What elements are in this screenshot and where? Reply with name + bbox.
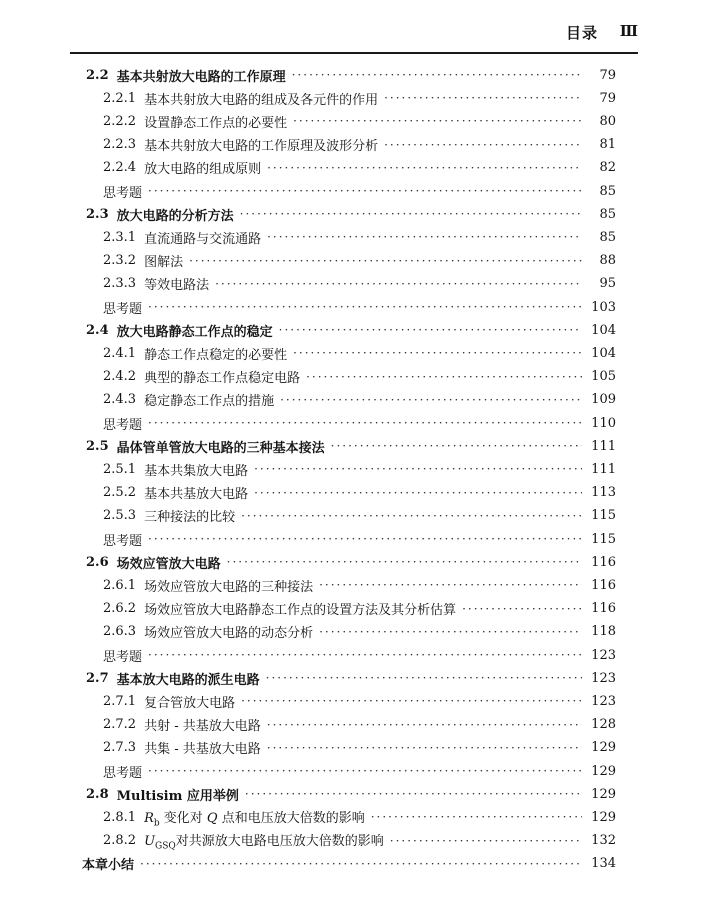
dot-leader bbox=[261, 230, 582, 244]
toc-page-number: 116 bbox=[591, 554, 616, 570]
toc-page-number: 132 bbox=[591, 833, 616, 849]
toc-entry-number: 2.5.2 bbox=[103, 485, 137, 501]
toc-entry-title: 思考题 bbox=[103, 417, 143, 433]
toc-subsection-entry[interactable] bbox=[0, 180, 704, 202]
toc-entry-title bbox=[144, 830, 384, 852]
title-fragment: 变化对 bbox=[159, 810, 207, 826]
toc-page-number: 85 bbox=[599, 206, 616, 222]
dot-leader bbox=[313, 578, 582, 592]
dot-leader bbox=[183, 254, 582, 268]
toc-entry-title: 思考题 bbox=[103, 533, 143, 549]
dot-leader bbox=[261, 161, 582, 175]
toc-entry-title: 基本共基放大电路 bbox=[144, 487, 249, 503]
dot-leader bbox=[261, 718, 582, 732]
toc-entry-title: 思考题 bbox=[103, 649, 143, 665]
dot-leader bbox=[365, 810, 582, 824]
toc-entry-number: 2.7 bbox=[86, 670, 109, 686]
dot-leader bbox=[221, 555, 582, 569]
toc-page-number: 104 bbox=[591, 345, 616, 361]
toc-entry-number: 2.3.1 bbox=[103, 229, 137, 245]
toc-page-number: 134 bbox=[591, 856, 616, 872]
toc-subsection-entry[interactable] bbox=[0, 737, 704, 759]
dot-leader bbox=[287, 346, 582, 360]
toc-entry-number: 2.8 bbox=[86, 786, 109, 802]
toc-subsection-entry[interactable] bbox=[0, 760, 704, 782]
toc-entry-number: 2.7.3 bbox=[103, 740, 137, 756]
title-fragment: R bbox=[144, 810, 154, 826]
toc-subsection-entry[interactable] bbox=[0, 389, 704, 411]
title-fragment: Q bbox=[206, 810, 218, 826]
toc-entry-number: 2.4 bbox=[86, 322, 109, 338]
dot-leader bbox=[325, 439, 582, 453]
toc-page-number: 129 bbox=[591, 740, 616, 756]
dot-leader bbox=[142, 648, 582, 662]
toc-subsection-entry[interactable] bbox=[0, 714, 704, 736]
toc-entry-number: 2.3.2 bbox=[103, 253, 137, 269]
toc-entry-title: 放大电路的分析方法 bbox=[116, 208, 234, 224]
toc-subsection-entry[interactable] bbox=[0, 458, 704, 480]
toc-page-number: 110 bbox=[591, 415, 616, 431]
dot-leader bbox=[378, 138, 582, 152]
toc-entry-title: 场效应管放大电路的三种接法 bbox=[144, 579, 314, 595]
dot-leader bbox=[378, 91, 582, 105]
toc-page-number: 85 bbox=[599, 183, 616, 199]
toc-page-number: 128 bbox=[591, 717, 616, 733]
toc-subsection-entry[interactable] bbox=[0, 644, 704, 666]
toc-subsection-entry[interactable] bbox=[0, 250, 704, 272]
toc-page-number: 123 bbox=[591, 670, 616, 686]
toc-entry-number: 2.6.3 bbox=[103, 624, 137, 640]
dot-leader bbox=[313, 625, 582, 639]
toc-page-number: 81 bbox=[599, 137, 616, 153]
dot-leader bbox=[134, 857, 582, 871]
toc-entry-title: 基本放大电路的派生电路 bbox=[116, 672, 260, 688]
toc-entry-number: 2.2.4 bbox=[103, 160, 137, 176]
toc-entry-title: 基本共射放大电路的工作原理 bbox=[116, 69, 286, 85]
toc-entry-number: 2.2.1 bbox=[103, 90, 137, 106]
toc-page-number: 79 bbox=[599, 90, 616, 106]
toc-entry-title: 复合管放大电路 bbox=[144, 695, 236, 711]
toc-entry-title: 共射 - 共基放大电路 bbox=[144, 719, 261, 735]
title-fragment: 对共源放大电路电压放大倍数的影响 bbox=[175, 833, 384, 849]
toc-entry-number: 2.5 bbox=[86, 438, 109, 454]
toc-section-entry[interactable] bbox=[0, 64, 704, 86]
toc-entry-title: 等效电路法 bbox=[144, 278, 210, 294]
toc-entry-number: 2.7.1 bbox=[103, 693, 137, 709]
dot-leader bbox=[209, 277, 582, 291]
subscript-text: b bbox=[153, 818, 160, 829]
toc-entry-number: 2.7.2 bbox=[103, 717, 137, 733]
toc-entry-number: 2.4.3 bbox=[103, 392, 137, 408]
dot-leader bbox=[142, 532, 582, 546]
toc-entry-title: 基本共集放大电路 bbox=[144, 463, 249, 479]
toc-page-number: 129 bbox=[591, 763, 616, 779]
toc-page-number: 123 bbox=[591, 693, 616, 709]
toc-entry-title bbox=[144, 807, 365, 829]
toc-entry-title: 直流通路与交流通路 bbox=[144, 231, 262, 247]
toc-subsection-entry[interactable] bbox=[0, 226, 704, 248]
header-page-number: Ⅲ bbox=[619, 22, 638, 40]
toc-entry-title: 稳定静态工作点的措施 bbox=[144, 394, 275, 410]
toc-page-number: 85 bbox=[599, 229, 616, 245]
toc-page-number: 105 bbox=[591, 369, 616, 385]
toc-entry-title: 基本共射放大电路的组成及各元件的作用 bbox=[144, 92, 379, 108]
toc-section-entry[interactable] bbox=[0, 203, 704, 225]
toc-page-number: 116 bbox=[591, 601, 616, 617]
toc-summary-entry[interactable] bbox=[0, 853, 704, 875]
toc-entry-number: 2.4.1 bbox=[103, 345, 137, 361]
toc-entry-number: 2.6 bbox=[86, 554, 109, 570]
toc-subsection-entry[interactable] bbox=[0, 342, 704, 364]
toc-page-number: 123 bbox=[591, 647, 616, 663]
toc-subsection-entry[interactable] bbox=[0, 482, 704, 504]
toc-subsection-entry[interactable] bbox=[0, 157, 704, 179]
toc-page-number: 95 bbox=[599, 276, 616, 292]
toc-page-number: 129 bbox=[591, 786, 616, 802]
toc-entry-number: 2.2 bbox=[86, 67, 109, 83]
toc-entry-title: 放大电路的组成原则 bbox=[144, 162, 262, 178]
toc-section-entry[interactable] bbox=[0, 667, 704, 689]
dot-leader bbox=[248, 486, 582, 500]
toc-subsection-entry[interactable] bbox=[0, 505, 704, 527]
toc-page-number: 79 bbox=[599, 67, 616, 83]
dot-leader bbox=[142, 184, 582, 198]
dot-leader bbox=[142, 416, 582, 430]
toc-page-number: 116 bbox=[591, 577, 616, 593]
toc-entry-title: Multisim 应用举例 bbox=[116, 788, 239, 804]
toc-subsection-entry[interactable] bbox=[0, 528, 704, 550]
dot-leader bbox=[234, 207, 582, 221]
toc-page-number: 113 bbox=[591, 485, 616, 501]
toc-entry-number: 2.2.2 bbox=[103, 113, 137, 129]
toc-entry-title: 共集 - 共基放大电路 bbox=[144, 742, 261, 758]
dot-leader bbox=[261, 741, 582, 755]
toc-page-number: 109 bbox=[591, 392, 616, 408]
toc-page-number: 129 bbox=[591, 809, 616, 825]
toc-section-entry[interactable] bbox=[0, 319, 704, 341]
toc-entry-title: 三种接法的比较 bbox=[144, 510, 236, 526]
dot-leader bbox=[239, 787, 582, 801]
toc-entry-title: 思考题 bbox=[103, 765, 143, 781]
toc-entry-title: 本章小结 bbox=[82, 858, 135, 874]
toc-entry-number: 2.6.2 bbox=[103, 601, 137, 617]
toc-page-number: 118 bbox=[591, 624, 616, 640]
toc-entry-title: 思考题 bbox=[103, 185, 143, 201]
dot-leader bbox=[142, 300, 582, 314]
dot-leader bbox=[274, 393, 582, 407]
dot-leader bbox=[300, 370, 582, 384]
toc-section-entry[interactable] bbox=[0, 783, 704, 805]
toc-entry-title: 典型的静态工作点稳定电路 bbox=[144, 371, 301, 387]
toc-subsection-entry[interactable] bbox=[0, 296, 704, 318]
header-title: 目录 bbox=[565, 24, 598, 42]
toc-subsection-entry[interactable] bbox=[0, 621, 704, 643]
toc-page-number: 115 bbox=[591, 531, 616, 547]
toc-subsection-entry[interactable] bbox=[0, 110, 704, 132]
toc-section-entry[interactable] bbox=[0, 551, 704, 573]
toc-subsection-entry[interactable] bbox=[0, 598, 704, 620]
toc-entry-title: 静态工作点稳定的必要性 bbox=[144, 347, 288, 363]
toc-page-number: 80 bbox=[599, 113, 616, 129]
dot-leader bbox=[273, 323, 582, 337]
toc-section-entry[interactable] bbox=[0, 435, 704, 457]
toc-entry-title: 场效应管放大电路 bbox=[116, 556, 221, 572]
dot-leader bbox=[456, 602, 582, 616]
toc-subsection-entry[interactable] bbox=[0, 366, 704, 388]
page-header bbox=[70, 20, 638, 48]
toc-entry-number: 2.8.1 bbox=[103, 809, 137, 825]
toc-subsection-entry[interactable] bbox=[0, 806, 704, 828]
toc-entry-title: 设置静态工作点的必要性 bbox=[144, 115, 288, 131]
toc-entry-number: 2.3 bbox=[86, 206, 109, 222]
toc-subsection-entry[interactable] bbox=[0, 412, 704, 434]
toc-entry-number: 2.5.1 bbox=[103, 461, 137, 477]
dot-leader bbox=[235, 694, 582, 708]
toc-page-number: 82 bbox=[599, 160, 616, 176]
subscript-text: GSQ bbox=[155, 841, 176, 852]
toc-page-number: 88 bbox=[599, 253, 616, 269]
toc-entry-number: 2.2.3 bbox=[103, 137, 137, 153]
toc-entry-number: 2.4.2 bbox=[103, 369, 137, 385]
dot-leader bbox=[384, 834, 582, 848]
dot-leader bbox=[260, 671, 582, 685]
toc-page-number: 104 bbox=[591, 322, 616, 338]
toc-page-number: 111 bbox=[591, 461, 616, 477]
toc-subsection-entry[interactable] bbox=[0, 574, 704, 596]
toc-subsection-entry[interactable] bbox=[0, 830, 704, 852]
title-fragment: U bbox=[144, 833, 156, 849]
toc-entry-number: 2.5.3 bbox=[103, 508, 137, 524]
dot-leader bbox=[286, 68, 582, 82]
toc-subsection-entry[interactable] bbox=[0, 273, 704, 295]
toc-page-number: 111 bbox=[591, 438, 616, 454]
toc-entry-title: 场效应管放大电路的动态分析 bbox=[144, 626, 314, 642]
toc-entry-title: 晶体管单管放大电路的三种基本接法 bbox=[116, 440, 325, 456]
dot-leader bbox=[235, 509, 582, 523]
dot-leader bbox=[248, 462, 582, 476]
toc-page-number: 115 bbox=[591, 508, 616, 524]
toc-entry-title: 基本共射放大电路的工作原理及波形分析 bbox=[144, 139, 379, 155]
toc-entry-title: 放大电路静态工作点的稳定 bbox=[116, 324, 273, 340]
toc-entry-number: 2.6.1 bbox=[103, 577, 137, 593]
title-fragment: 点和电压放大倍数的影响 bbox=[217, 810, 365, 826]
header-rule bbox=[70, 52, 638, 54]
dot-leader bbox=[287, 114, 582, 128]
toc-page-number: 103 bbox=[591, 299, 616, 315]
toc-entry-number: 2.3.3 bbox=[103, 276, 137, 292]
toc-entry-title: 场效应管放大电路静态工作点的设置方法及其分析估算 bbox=[144, 603, 457, 619]
toc-entry-number: 2.8.2 bbox=[103, 833, 137, 849]
toc-subsection-entry[interactable] bbox=[0, 134, 704, 156]
dot-leader bbox=[142, 764, 582, 778]
toc-subsection-entry[interactable] bbox=[0, 690, 704, 712]
toc-entry-title: 思考题 bbox=[103, 301, 143, 317]
toc-entry-title: 图解法 bbox=[144, 255, 184, 271]
toc-subsection-entry[interactable] bbox=[0, 87, 704, 109]
